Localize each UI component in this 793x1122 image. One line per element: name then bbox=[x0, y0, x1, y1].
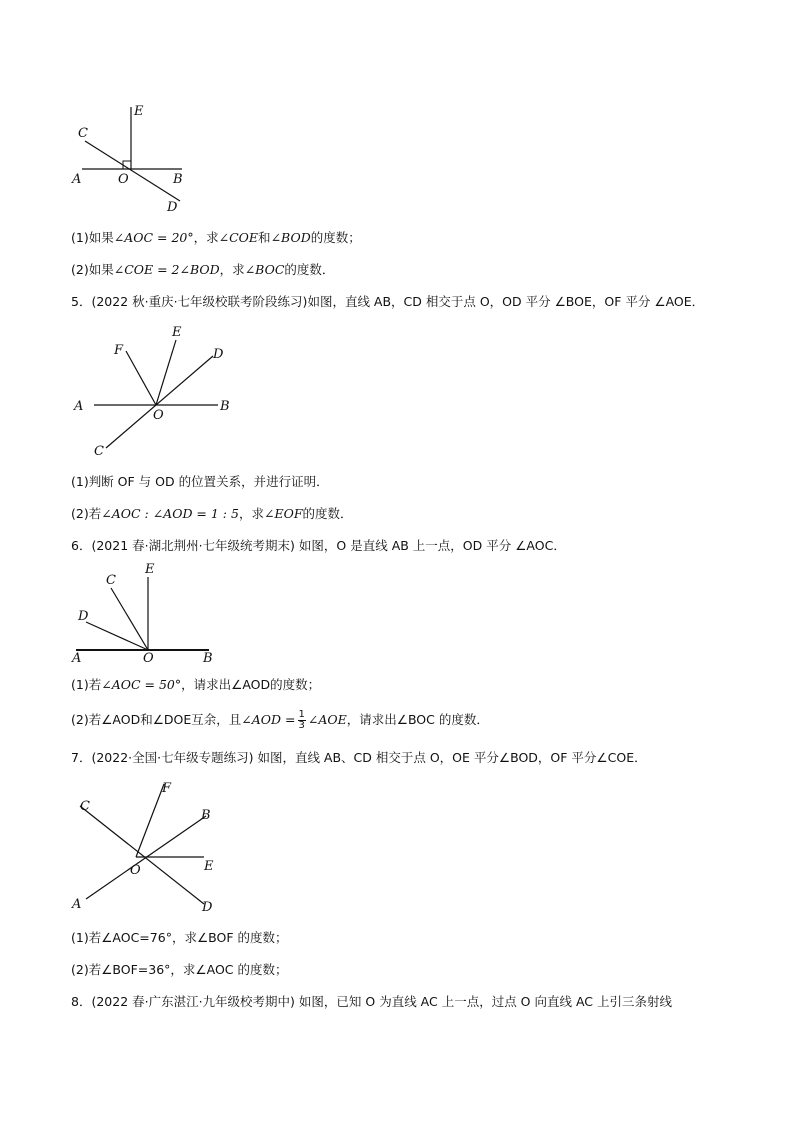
q6-part1 bbox=[71, 677, 320, 693]
ray-of bbox=[136, 784, 164, 857]
q5-p2-math2: ∠EOF bbox=[263, 506, 303, 521]
label-d: D bbox=[213, 347, 224, 362]
q6-p2-math2: ∠AOE bbox=[307, 712, 347, 727]
fraction-one-third bbox=[298, 710, 306, 731]
q4-p1-prefix: (1)如果 bbox=[71, 230, 114, 245]
label-o: O bbox=[143, 651, 154, 666]
label-b: B bbox=[220, 399, 230, 414]
label-b: B bbox=[201, 808, 211, 823]
q4-part1 bbox=[71, 230, 361, 246]
q4-p2-mid: ，求 bbox=[219, 262, 245, 277]
label-o: O bbox=[153, 408, 164, 423]
line-cd bbox=[106, 356, 213, 448]
q5-part1: (1)判断 OF 与 OD 的位置关系，并进行证明． bbox=[71, 474, 329, 489]
label-d: D bbox=[202, 900, 213, 915]
q6-p1-prefix: (1)若 bbox=[71, 677, 102, 692]
fraction-denominator: 3 bbox=[298, 720, 305, 731]
label-a: A bbox=[74, 399, 84, 414]
q4-p2-math: ∠COE = 2∠BOD bbox=[113, 262, 220, 277]
q6-stem: 6．(2021 春·湖北荆州·七年级统考期末) 如图，O 是直线 AB 上一点，OD 平分 ∠AOC． bbox=[71, 538, 566, 553]
q4-p2-prefix: (2)如果 bbox=[71, 262, 114, 277]
q6-p1-suffix: ，请求出∠AOD的度数； bbox=[181, 677, 321, 692]
q4-p1-mid: ，求 bbox=[193, 230, 219, 245]
label-e: E bbox=[134, 104, 144, 119]
fraction-numerator: 1 bbox=[298, 709, 305, 720]
q6-p2-math: ∠AOD = bbox=[241, 712, 296, 727]
line-cd bbox=[85, 141, 180, 201]
label-f: F bbox=[114, 343, 124, 358]
label-e: E bbox=[145, 562, 155, 577]
label-c: C bbox=[80, 799, 90, 814]
figure-q4 bbox=[60, 95, 200, 220]
q8-stem: 8．(2022 春·广东湛江·九年级校考期中) 如图，已知 O 为直线 AC 上一点，过点 O 向直线 AC 上引三条射线 bbox=[71, 994, 672, 1009]
label-a: A bbox=[72, 897, 82, 912]
q4-p2-math2: ∠BOC bbox=[244, 262, 285, 277]
q6-p1-math: ∠AOC = 50° bbox=[101, 677, 182, 692]
label-c: C bbox=[78, 126, 88, 141]
q4-part2 bbox=[71, 262, 334, 278]
ray-of bbox=[126, 351, 156, 405]
label-o: O bbox=[118, 172, 129, 187]
q6-p2-suffix: ，请求出∠BOC 的度数． bbox=[346, 712, 489, 727]
q7-part1: (1)若∠AOC=76°，求∠BOF 的度数； bbox=[71, 930, 288, 945]
label-d: D bbox=[78, 609, 89, 624]
label-c: C bbox=[106, 573, 116, 588]
figure-q6 bbox=[66, 562, 226, 667]
label-e: E bbox=[204, 859, 214, 874]
line-cd bbox=[80, 806, 204, 904]
label-a: A bbox=[72, 172, 82, 187]
label-a: A bbox=[72, 651, 82, 666]
q5-p2-mid: ，求 bbox=[238, 506, 264, 521]
q4-p1-math2: ∠COE bbox=[218, 230, 259, 245]
label-c: C bbox=[94, 444, 104, 459]
q6-p2-prefix: (2)若∠AOD和∠DOE互余，且 bbox=[71, 712, 242, 727]
q5-part2 bbox=[71, 506, 353, 522]
ray-od bbox=[86, 622, 148, 650]
q7-stem: 7．(2022·全国·七年级专题练习) 如图，直线 AB、CD 相交于点 O，OE 平分∠BOD，OF 平分∠COE． bbox=[71, 750, 647, 765]
q5-p2-prefix: (2)若 bbox=[71, 506, 102, 521]
label-e: E bbox=[172, 325, 182, 340]
ray-oc bbox=[111, 588, 148, 650]
q6-part2 bbox=[71, 710, 489, 731]
q4-p2-suffix: 的度数． bbox=[284, 262, 335, 277]
q4-p1-math: ∠AOC = 20° bbox=[113, 230, 194, 245]
q4-p1-and: 和 bbox=[258, 230, 271, 245]
q4-p1-math3: ∠BOD bbox=[270, 230, 311, 245]
q5-stem: 5．(2022 秋·重庆·七年级校联考阶段练习)如图，直线 AB，CD 相交于点 O，OD 平分 ∠BOE，OF 平分 ∠AOE． bbox=[71, 294, 705, 309]
q5-p2-suffix: 的度数． bbox=[302, 506, 353, 521]
label-b: B bbox=[173, 172, 183, 187]
label-o: O bbox=[130, 863, 141, 878]
label-d: D bbox=[167, 200, 178, 215]
q5-p2-math: ∠AOC : ∠AOD = 1 : 5 bbox=[101, 506, 239, 521]
ray-oe bbox=[156, 340, 176, 405]
q7-part2: (2)若∠BOF=36°，求∠AOC 的度数； bbox=[71, 962, 288, 977]
figure-q5 bbox=[66, 318, 246, 463]
label-b: B bbox=[203, 651, 213, 666]
q4-p1-suffix: 的度数； bbox=[310, 230, 361, 245]
figure-q7 bbox=[66, 776, 236, 921]
label-f: F bbox=[162, 781, 172, 796]
